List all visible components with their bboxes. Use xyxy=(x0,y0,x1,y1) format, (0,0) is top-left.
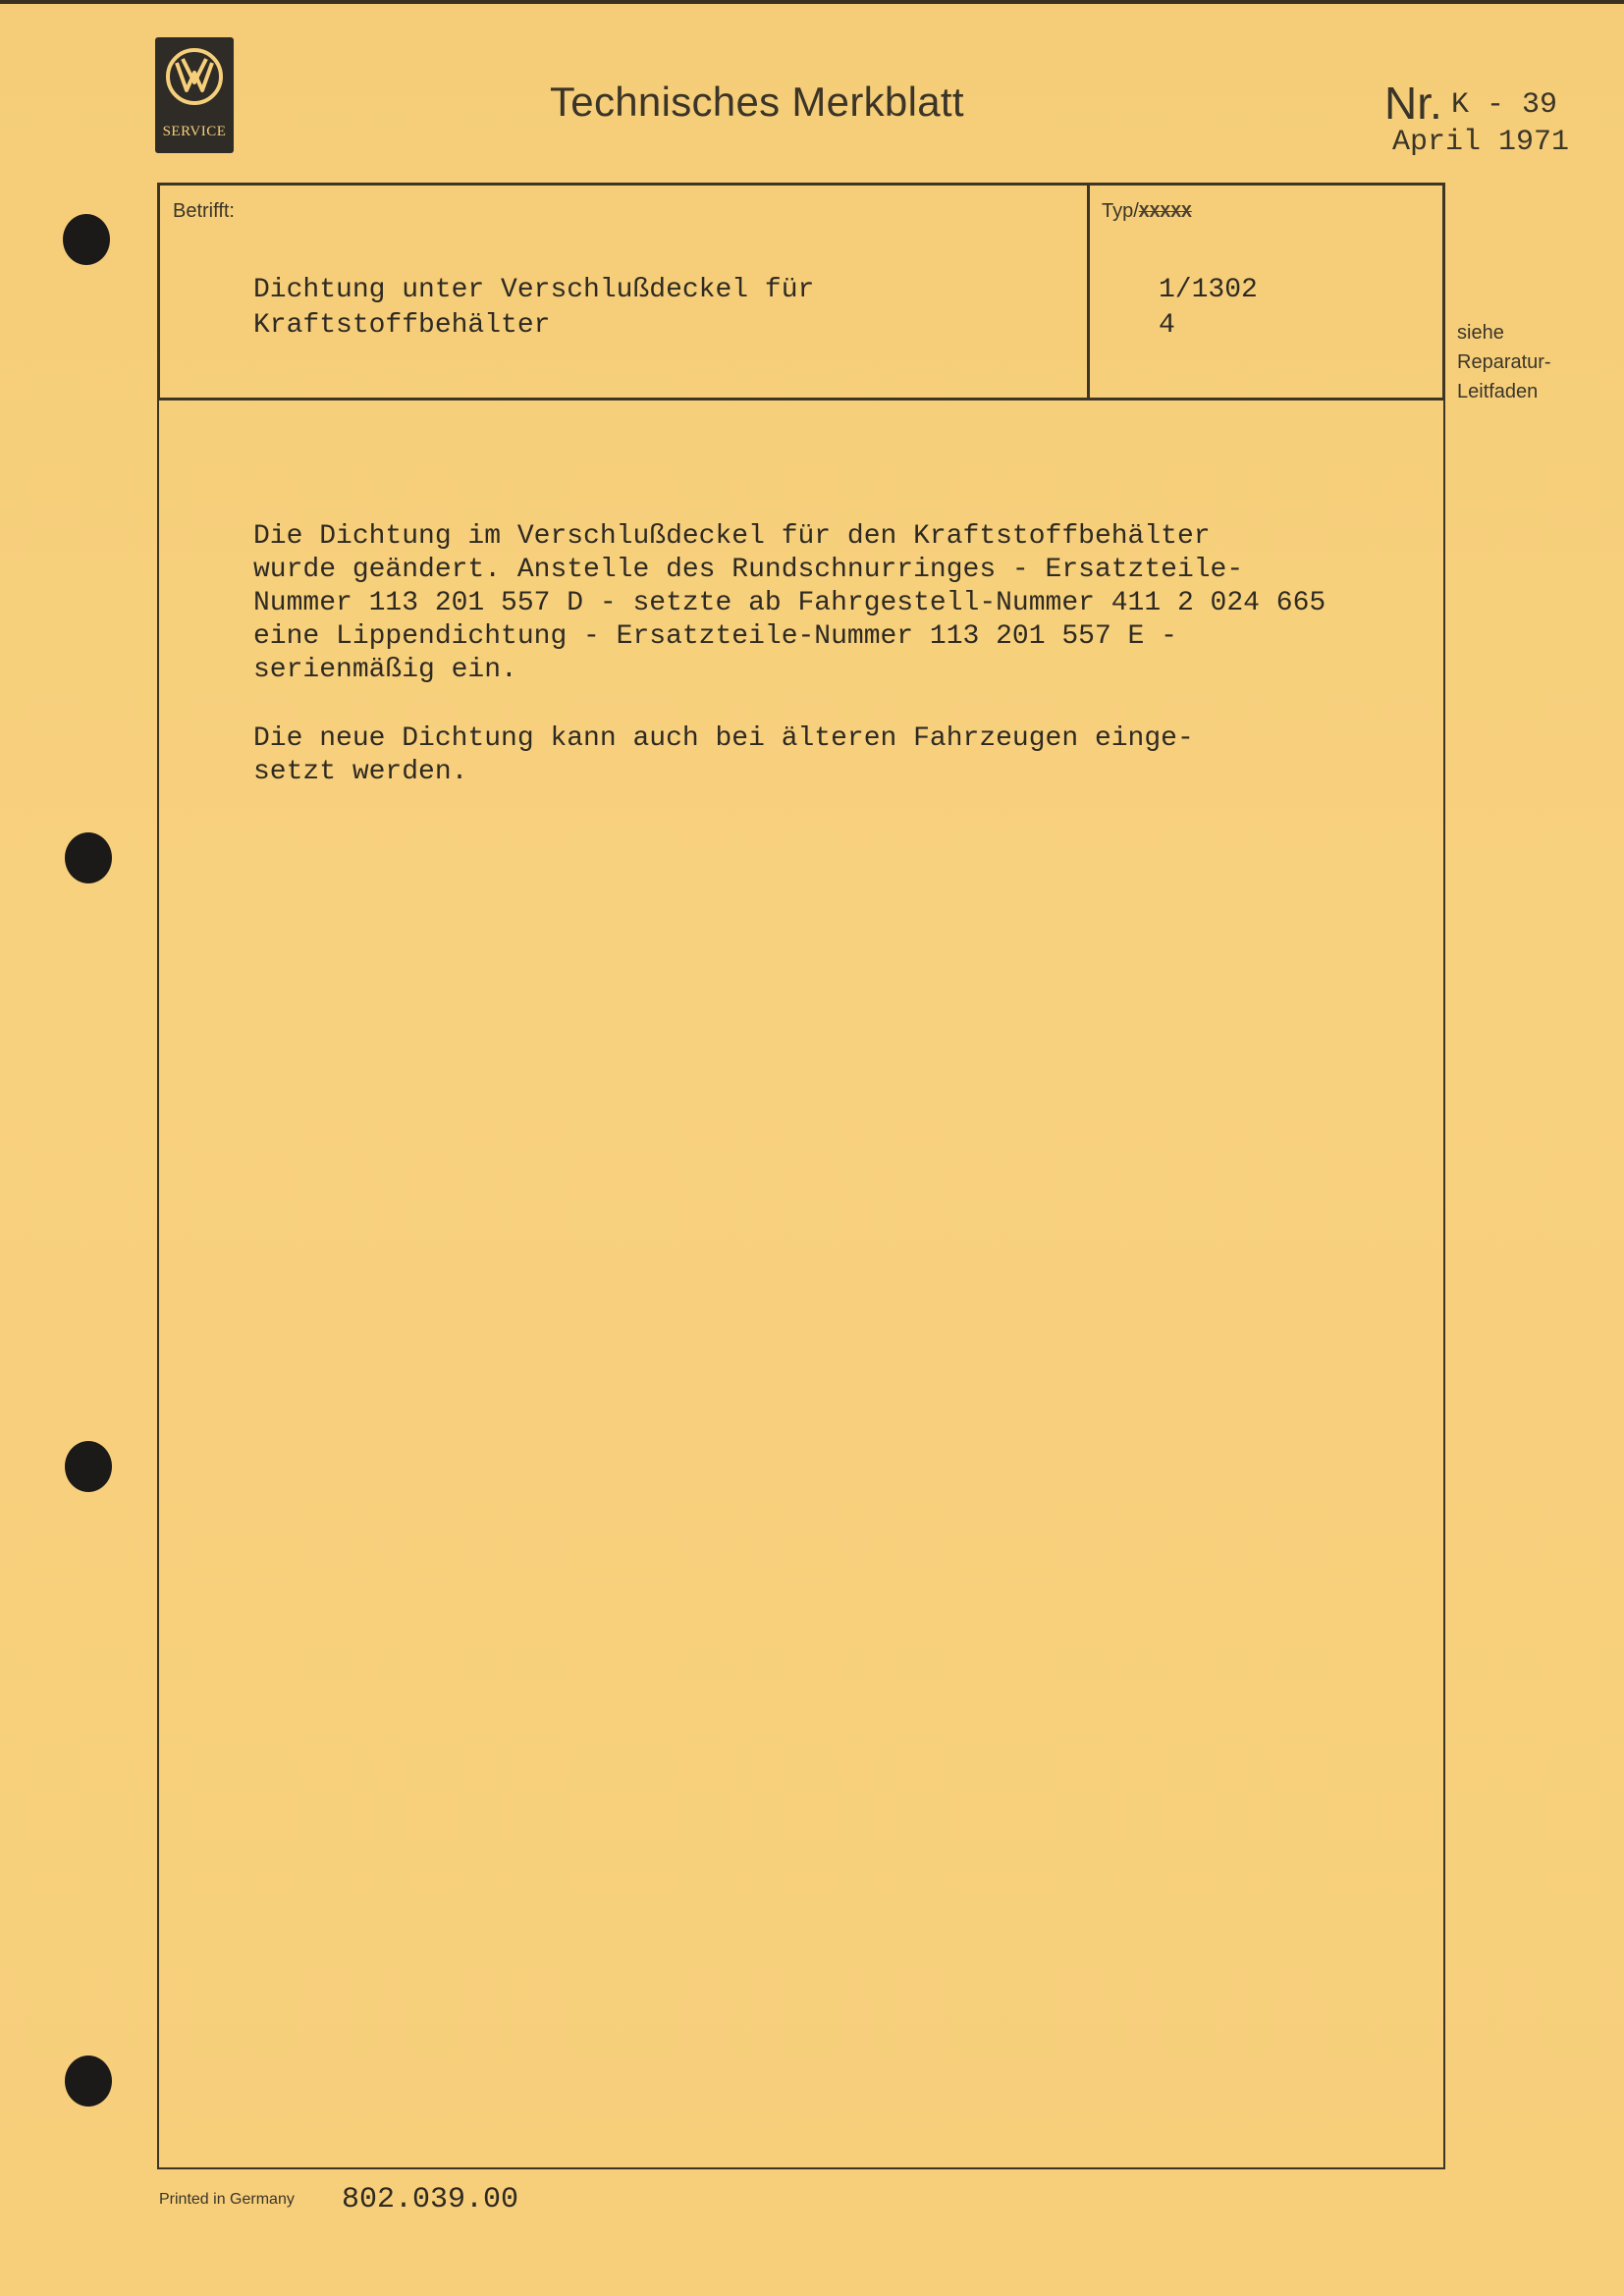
nr-label: Nr. xyxy=(1384,78,1442,129)
typ-label xyxy=(1102,200,1192,223)
typ-label-text: Typ/ xyxy=(1102,200,1139,222)
nr-value: K - 39 xyxy=(1451,88,1558,122)
vw-service-logo xyxy=(155,37,234,153)
punch-hole xyxy=(65,2056,112,2107)
typ-values xyxy=(1159,273,1258,344)
body-paragraph xyxy=(253,520,1432,687)
typ-value: 1/1302 xyxy=(1159,275,1258,305)
logo-service-label: SERVICE xyxy=(162,124,227,139)
side-note-line: Reparatur- xyxy=(1457,351,1551,373)
punch-hole xyxy=(65,1441,112,1492)
body-text xyxy=(253,520,1432,825)
typ-struck-text: XXXXX xyxy=(1138,203,1192,223)
body-line: Die neue Dichtung kann auch bei älteren Fahrzeugen einge- xyxy=(253,723,1194,754)
body-line: Die Dichtung im Verschlußdeckel für den Kraftstoffbehälter xyxy=(253,521,1211,552)
top-edge-line xyxy=(0,0,1624,4)
subject-line: Kraftstoffbehälter xyxy=(253,310,551,341)
body-line: eine Lippendichtung - Ersatzteile-Nummer 113 201 557 E - xyxy=(253,621,1177,652)
printed-in-label: Printed in Germany xyxy=(159,2191,295,2208)
print-code: 802.039.00 xyxy=(342,2183,519,2216)
content-frame xyxy=(157,183,1445,2169)
subject-line: Dichtung unter Verschlußdeckel für xyxy=(253,275,815,305)
body-line: setzt werden. xyxy=(253,757,468,787)
punch-hole xyxy=(63,214,110,265)
punch-hole xyxy=(65,832,112,883)
side-note-line: Leitfaden xyxy=(1457,381,1539,402)
body-line: Nummer 113 201 557 D - setzte ab Fahrgestell-Nummer 411 2 024 665 xyxy=(253,588,1326,618)
body-paragraph xyxy=(253,722,1432,789)
side-note xyxy=(1457,318,1551,406)
betrifft-label: Betrifft: xyxy=(173,200,235,222)
vw-emblem-icon xyxy=(163,43,226,122)
body-line: serienmäßig ein. xyxy=(253,655,517,685)
issue-date: April 1971 xyxy=(1392,126,1570,159)
body-line: wurde geändert. Anstelle des Rundschnurringes - Ersatzteile- xyxy=(253,555,1244,585)
subject-box-divider xyxy=(1087,183,1090,400)
typ-value: 4 xyxy=(1159,310,1175,341)
page-title: Technisches Merkblatt xyxy=(550,79,964,125)
side-note-line: siehe xyxy=(1457,322,1504,344)
subject-text xyxy=(253,273,814,344)
